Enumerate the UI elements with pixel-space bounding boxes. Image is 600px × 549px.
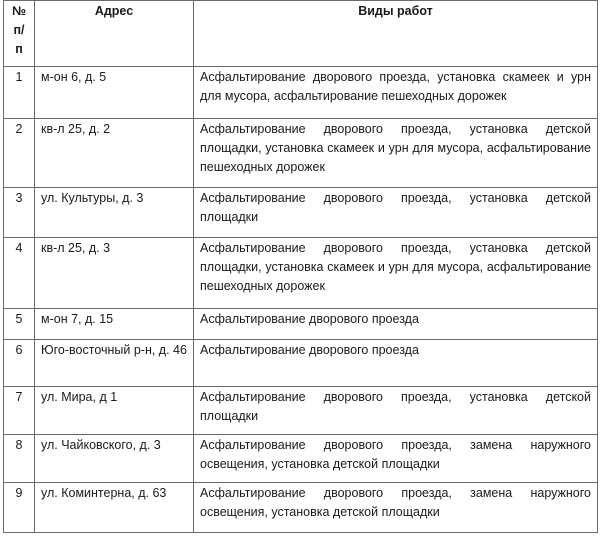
row-address: кв-л 25, д. 3: [35, 238, 194, 309]
row-num: 9: [4, 483, 35, 533]
row-num: 7: [4, 387, 35, 435]
row-works: Асфальтирование дворового проезда, установка детской площадки: [194, 387, 598, 435]
table-row: [4, 119, 598, 188]
header-row: [4, 1, 598, 67]
header-num: № п/ п: [4, 1, 35, 67]
row-num: 2: [4, 119, 35, 188]
row-works: Асфальтирование дворового проезда, установка детской площадки: [194, 188, 598, 238]
table-row: [4, 435, 598, 483]
row-address: ул. Мира, д 1: [35, 387, 194, 435]
row-address: м-он 7, д. 15: [35, 309, 194, 340]
table-row: [4, 387, 598, 435]
row-works: Асфальтирование дворового проезда, установка детской площадки, установка скамеек и урн для мусора, асфальтирование пешеходных дорожек: [194, 119, 598, 188]
row-num: 4: [4, 238, 35, 309]
table-row: [4, 309, 598, 340]
row-works: Асфальтирование дворового проезда, замена наружного освещения, установка детской площадки: [194, 435, 598, 483]
row-works: Асфальтирование дворового проезда, замена наружного освещения, установка детской площадки: [194, 483, 598, 533]
row-num: 6: [4, 340, 35, 387]
row-address: м-он 6, д. 5: [35, 67, 194, 119]
row-address: ул. Коминтерна, д. 63: [35, 483, 194, 533]
table-row: [4, 340, 598, 387]
row-works: Асфальтирование дворового проезда, установка скамеек и урн для мусора, асфальтирование пешеходных дорожек: [194, 67, 598, 119]
works-table: [3, 0, 598, 533]
table-row: [4, 483, 598, 533]
row-num: 1: [4, 67, 35, 119]
row-address: ул. Культуры, д. 3: [35, 188, 194, 238]
row-address: кв-л 25, д. 2: [35, 119, 194, 188]
row-works: Асфальтирование дворового проезда: [194, 340, 598, 387]
row-works: Асфальтирование дворового проезда: [194, 309, 598, 340]
row-num: 8: [4, 435, 35, 483]
table-row: [4, 67, 598, 119]
row-works: Асфальтирование дворового проезда, установка детской площадки, установка скамеек и урн для мусора, асфальтирование пешеходных дорожек: [194, 238, 598, 309]
row-num: 5: [4, 309, 35, 340]
row-num: 3: [4, 188, 35, 238]
table-row: [4, 238, 598, 309]
header-works: Виды работ: [194, 1, 598, 67]
header-address: Адрес: [35, 1, 194, 67]
row-address: ул. Чайковского, д. 3: [35, 435, 194, 483]
table-row: [4, 188, 598, 238]
row-address: Юго-восточный р-н, д. 46: [35, 340, 194, 387]
